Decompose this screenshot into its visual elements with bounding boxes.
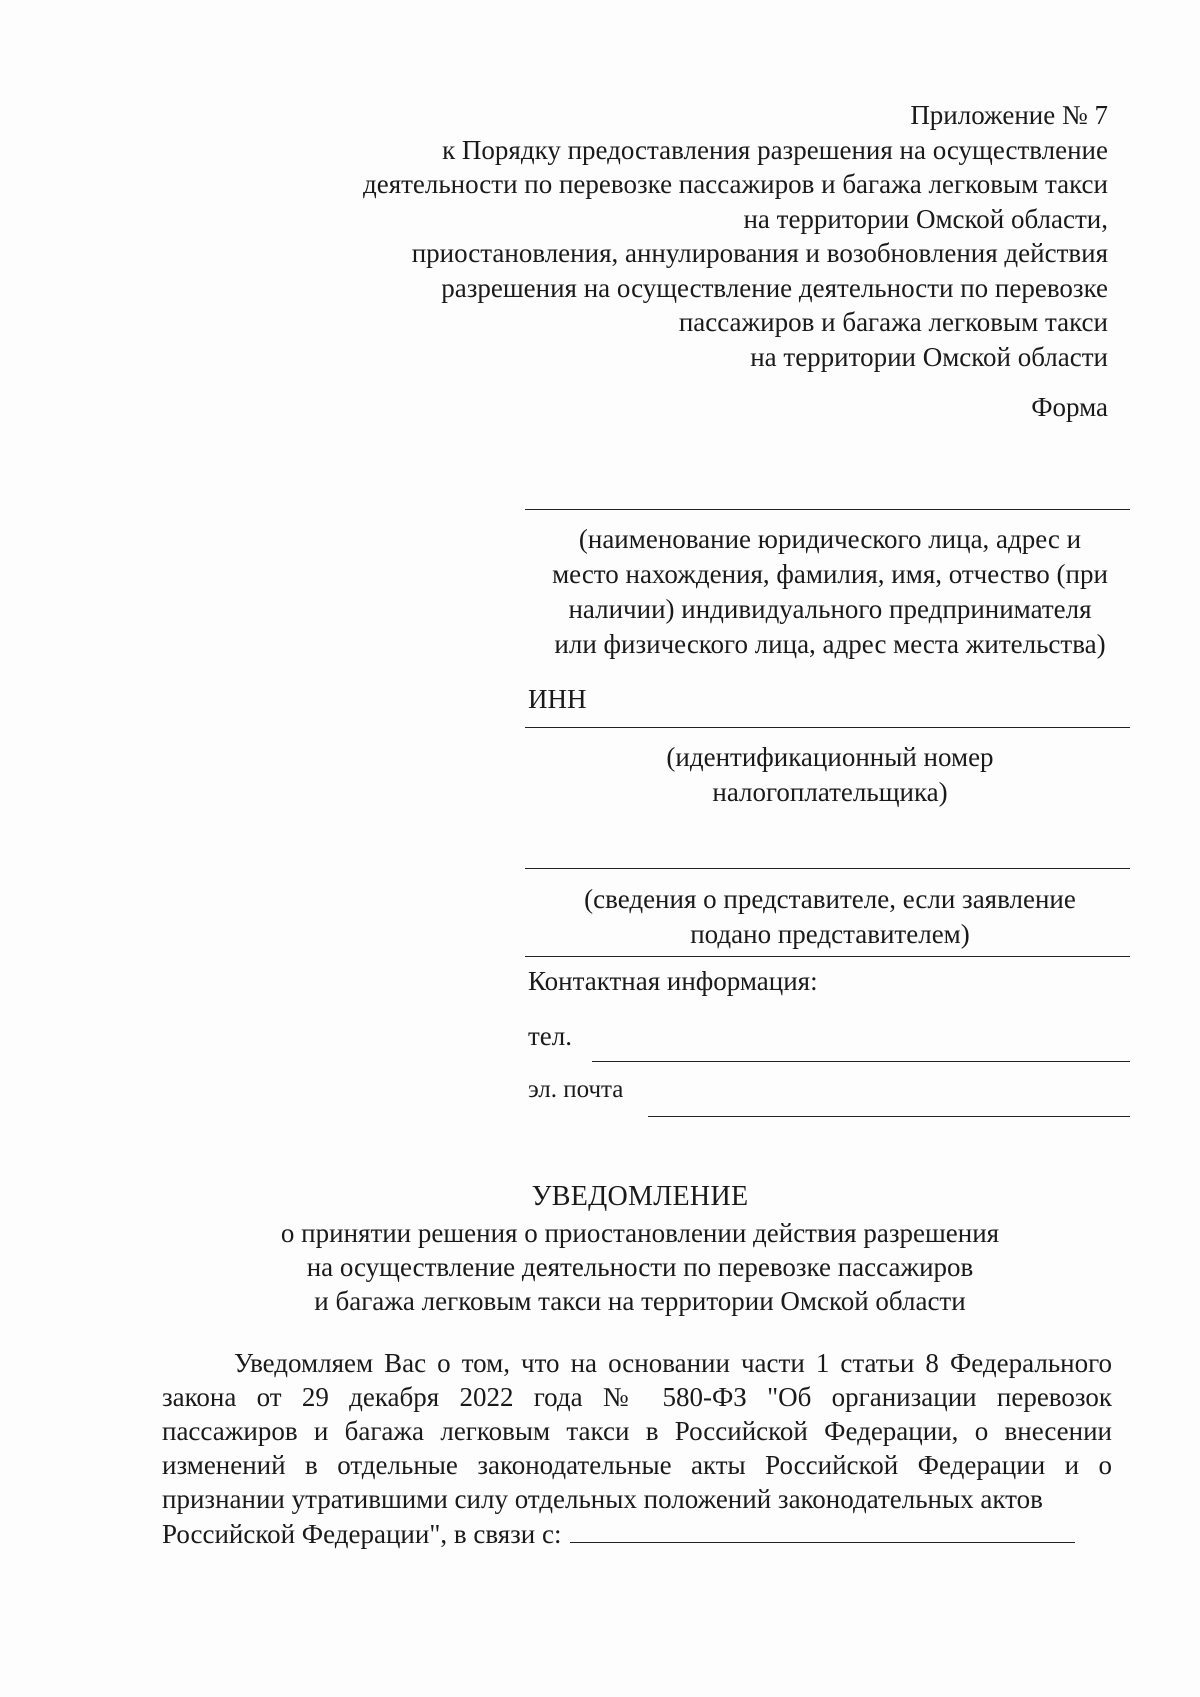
inn-caption-line: (идентификационный номер: [666, 742, 994, 772]
inn-field[interactable]: [525, 727, 1130, 728]
reason-field[interactable]: [570, 1516, 1075, 1543]
appendix-line-7: на территории Омской области: [750, 341, 1108, 372]
representative-bottom-rule: [525, 956, 1130, 957]
appendix-line-1: к Порядку предоставления разрешения на осуществление: [442, 134, 1108, 165]
body-line-3: пассажиров и багажа легковым такси в Российской Федерации, о внесении: [162, 1416, 1112, 1446]
notice-heading: УВЕДОМЛЕНИЕ: [531, 1181, 749, 1212]
body-line-4: изменений в отдельные законодательные акты Российской Федерации и о: [162, 1450, 1112, 1480]
appendix-line-6: пассажиров и багажа легковым такси: [678, 307, 1108, 337]
body-line-5: признании утратившими силу отдельных положений законодательных актов: [162, 1484, 1043, 1514]
notice-subtitle-line-3: и багажа легковым такси на территории Омской области: [314, 1286, 966, 1316]
representative-caption: [510, 882, 1150, 952]
body-line-6: [162, 1516, 1112, 1551]
body-line-2: закона от 29 декабря 2022 года № 580-ФЗ "Об организации перевозок: [162, 1382, 1112, 1412]
email-field[interactable]: [648, 1116, 1130, 1117]
appendix-line-4: приостановления, аннулирования и возобновления действия: [411, 238, 1108, 268]
appendix-line-3: на территории Омской области,: [743, 203, 1108, 234]
appendix-header: [288, 98, 1108, 374]
form-label: Форма: [1031, 392, 1108, 422]
recipient-caption-line: место нахождения, фамилия, имя, отчество (при: [552, 559, 1108, 589]
contact-info-label: Контактная информация:: [528, 966, 818, 996]
appendix-title: Приложение № 7: [910, 100, 1108, 130]
inn-caption-line: налогоплательщика): [712, 777, 948, 807]
recipient-name-caption: [510, 522, 1150, 662]
email-label: эл. почта: [528, 1076, 624, 1103]
phone-label: тел.: [528, 1021, 573, 1051]
recipient-name-field[interactable]: [525, 509, 1130, 510]
body-line-6-text: Российской Федерации", в связи с:: [162, 1519, 562, 1549]
recipient-caption-line: наличии) индивидуального предпринимателя: [568, 594, 1092, 624]
representative-caption-line: подано представителем): [690, 919, 970, 949]
appendix-line-2: деятельности по перевозке пассажиров и багажа легковым такси: [362, 169, 1108, 199]
appendix-line-5: разрешения на осуществление деятельности по перевозке: [441, 272, 1108, 303]
inn-caption: [510, 740, 1150, 810]
notice-subtitle-line-2: на осуществление деятельности по перевозке пассажиров: [306, 1252, 974, 1282]
representative-field[interactable]: [525, 868, 1130, 869]
notice-title-block: [100, 1180, 1180, 1318]
notice-subtitle-line-1: о принятии решения о приостановлении действия разрешения: [280, 1218, 1000, 1248]
recipient-caption-line: или физического лица, адрес места жительства): [554, 629, 1106, 659]
phone-field[interactable]: [592, 1061, 1130, 1062]
recipient-caption-line: (наименование юридического лица, адрес и: [578, 524, 1082, 554]
inn-label: ИНН: [528, 684, 587, 714]
notice-body: [162, 1346, 1112, 1551]
body-line-1: Уведомляем Вас о том, что на основании части 1 статьи 8 Федерального: [234, 1348, 1112, 1378]
representative-caption-line: (сведения о представителе, если заявление: [584, 884, 1076, 914]
